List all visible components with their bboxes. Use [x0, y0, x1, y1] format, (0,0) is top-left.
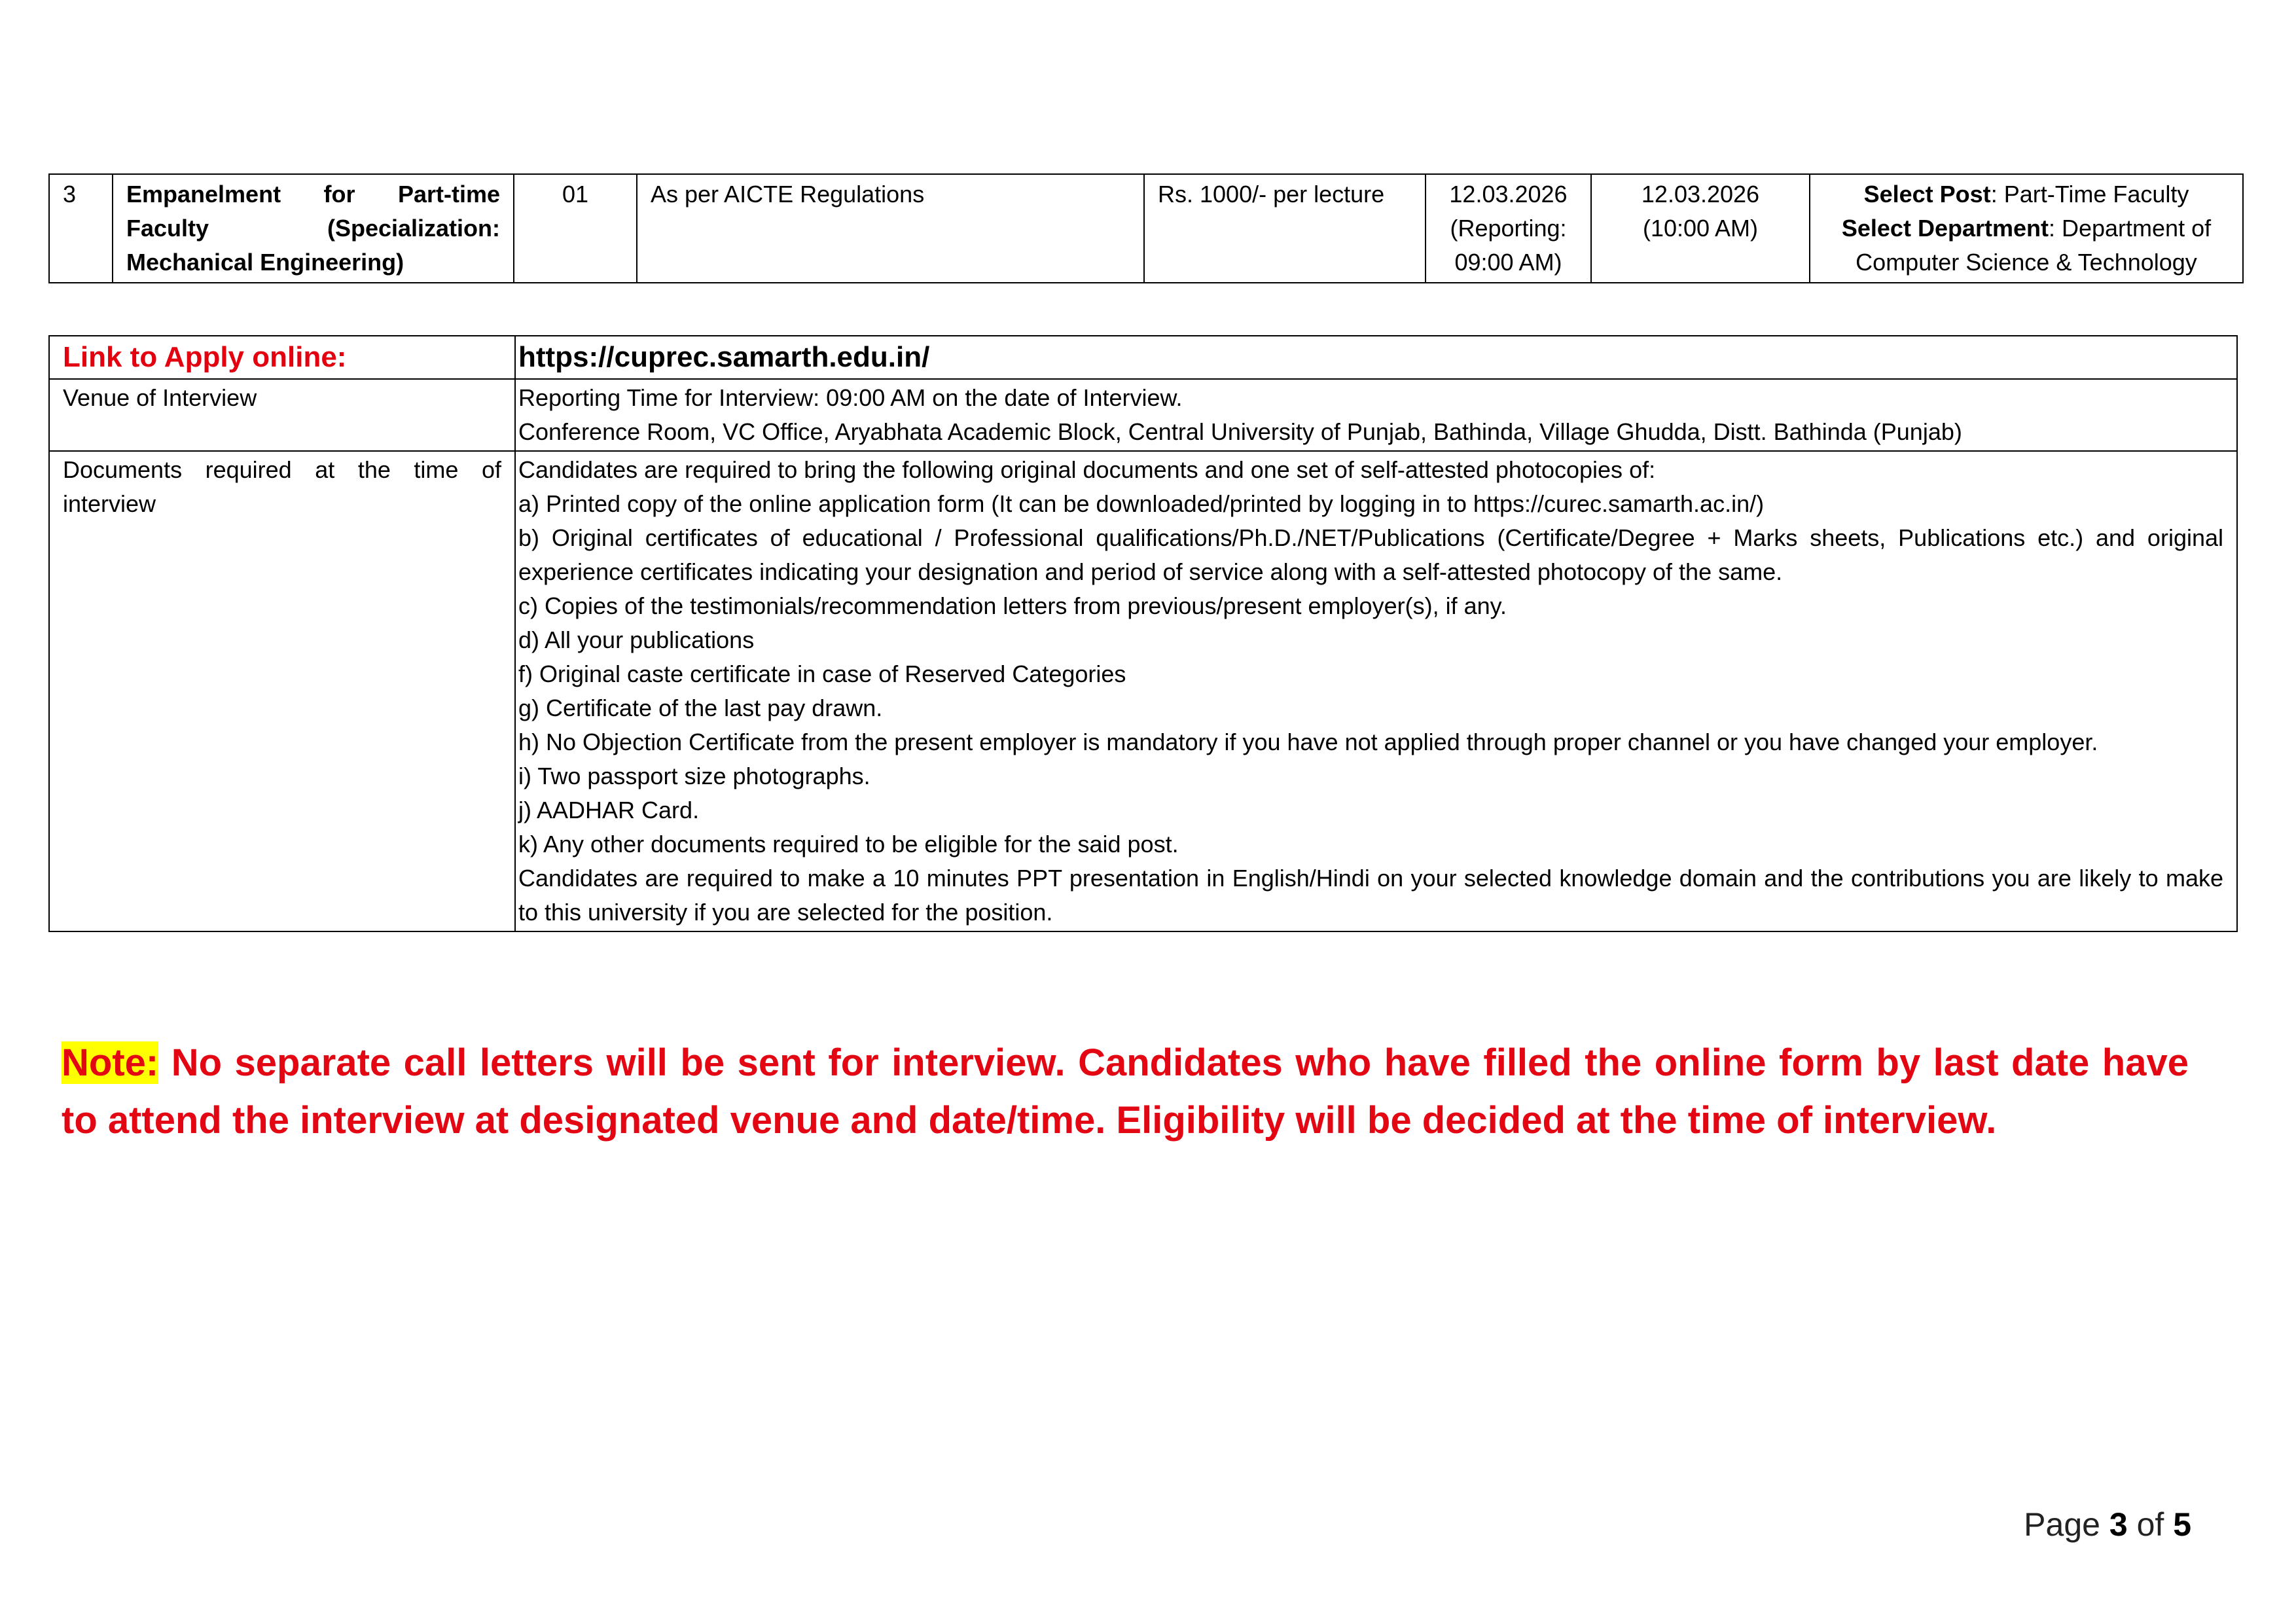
- documents-list: [515, 451, 2237, 931]
- qualification-cell: As per AICTE Regulations: [637, 174, 1144, 283]
- remuneration-cell: Rs. 1000/- per lecture: [1144, 174, 1426, 283]
- link-url-cell: [515, 336, 2237, 379]
- venue-details: [515, 379, 2237, 451]
- positions-cell: 01: [514, 174, 637, 283]
- note-text: No separate call letters will be sent for interview. Candidates who have filled the online form by last date have to attend the interview at designated venue and date/time. Eligibility will be decided at the time of interview.: [62, 1041, 2189, 1142]
- list-item: i) Two passport size photographs.: [518, 763, 870, 789]
- serial-number-cell: 3: [49, 174, 113, 283]
- interview-info-table: [48, 335, 2238, 932]
- vacancy-table: [48, 173, 2244, 283]
- link-label-cell: [49, 336, 515, 379]
- venue-label: Venue of Interview: [49, 379, 515, 451]
- reporting-time: 09:00 AM): [1454, 249, 1562, 276]
- table-row: [49, 451, 2237, 931]
- apply-selection-cell: [1810, 174, 2243, 283]
- list-item: b) Original certificates of educational / Professional qualifications/Ph.D./NET/Publications (Certificate/Degree + Marks sheets, Publications etc.) and original experience certificates indicating your designation and period of service along with a self-attested photocopy of the same.: [518, 524, 2223, 585]
- page-footer: [2024, 1506, 2191, 1543]
- select-department-value: : Department of Computer Science & Technology: [1856, 215, 2212, 276]
- select-department-label: Select Department: [1841, 215, 2049, 242]
- list-item: Candidates are required to bring the following original documents and one set of self-attested photocopies of:: [518, 456, 1656, 483]
- apply-online-link[interactable]: https://cuprec.samarth.edu.in/: [518, 341, 930, 373]
- list-item: g) Certificate of the last pay drawn.: [518, 695, 883, 721]
- link-label: Link to Apply online:: [63, 341, 347, 373]
- interview-time-cell: [1591, 174, 1810, 283]
- table-row: [49, 174, 2243, 283]
- total-pages: 5: [2173, 1506, 2191, 1543]
- interview-date-cell: [1426, 174, 1591, 283]
- select-post-value: : Part-Time Faculty: [1990, 181, 2189, 208]
- list-item: k) Any other documents required to be eligible for the said post.: [518, 831, 1179, 857]
- list-item: h) No Objection Certificate from the present employer is mandatory if you have not applied through proper channel or you have changed your employer.: [518, 729, 2098, 755]
- list-item: f) Original caste certificate in case of Reserved Categories: [518, 660, 1126, 687]
- table-row: [49, 336, 2237, 379]
- documents-label: Documents required at the time of interview: [49, 451, 515, 931]
- interview-date: 12.03.2026: [1449, 181, 1568, 208]
- note-label: Note:: [62, 1041, 159, 1084]
- list-item: d) All your publications: [518, 626, 755, 653]
- reporting-time-text: Reporting Time for Interview: 09:00 AM on the date of Interview.: [518, 384, 1183, 411]
- post-name-cell: Empanelment for Part-time Faculty (Specialization: Mechanical Engineering): [113, 174, 514, 283]
- interview-time-date: 12.03.2026: [1641, 181, 1760, 208]
- list-item: a) Printed copy of the online application form (It can be downloaded/printed by logging in to https://curec.samarth.ac.in/): [518, 490, 1765, 517]
- table-row: [49, 379, 2237, 451]
- of-word: of: [2136, 1506, 2164, 1543]
- page-word: Page: [2024, 1506, 2100, 1543]
- venue-address: Conference Room, VC Office, Aryabhata Academic Block, Central University of Punjab, Bathinda, Village Ghudda, Distt. Bathinda (Punjab): [518, 418, 1962, 445]
- page-number: 3: [2109, 1506, 2128, 1543]
- interview-time: (10:00 AM): [1642, 215, 1759, 242]
- reporting-label: (Reporting:: [1450, 215, 1567, 242]
- list-item: Candidates are required to make a 10 minutes PPT presentation in English/Hindi on your selected knowledge domain and the contributions you are likely to make to this university if you are selected for the position.: [518, 865, 2223, 926]
- list-item: c) Copies of the testimonials/recommendation letters from previous/present employer(s), if any.: [518, 592, 1507, 619]
- note-paragraph: [62, 1034, 2189, 1149]
- list-item: j) AADHAR Card.: [518, 797, 700, 823]
- select-post-label: Select Post: [1863, 181, 1991, 208]
